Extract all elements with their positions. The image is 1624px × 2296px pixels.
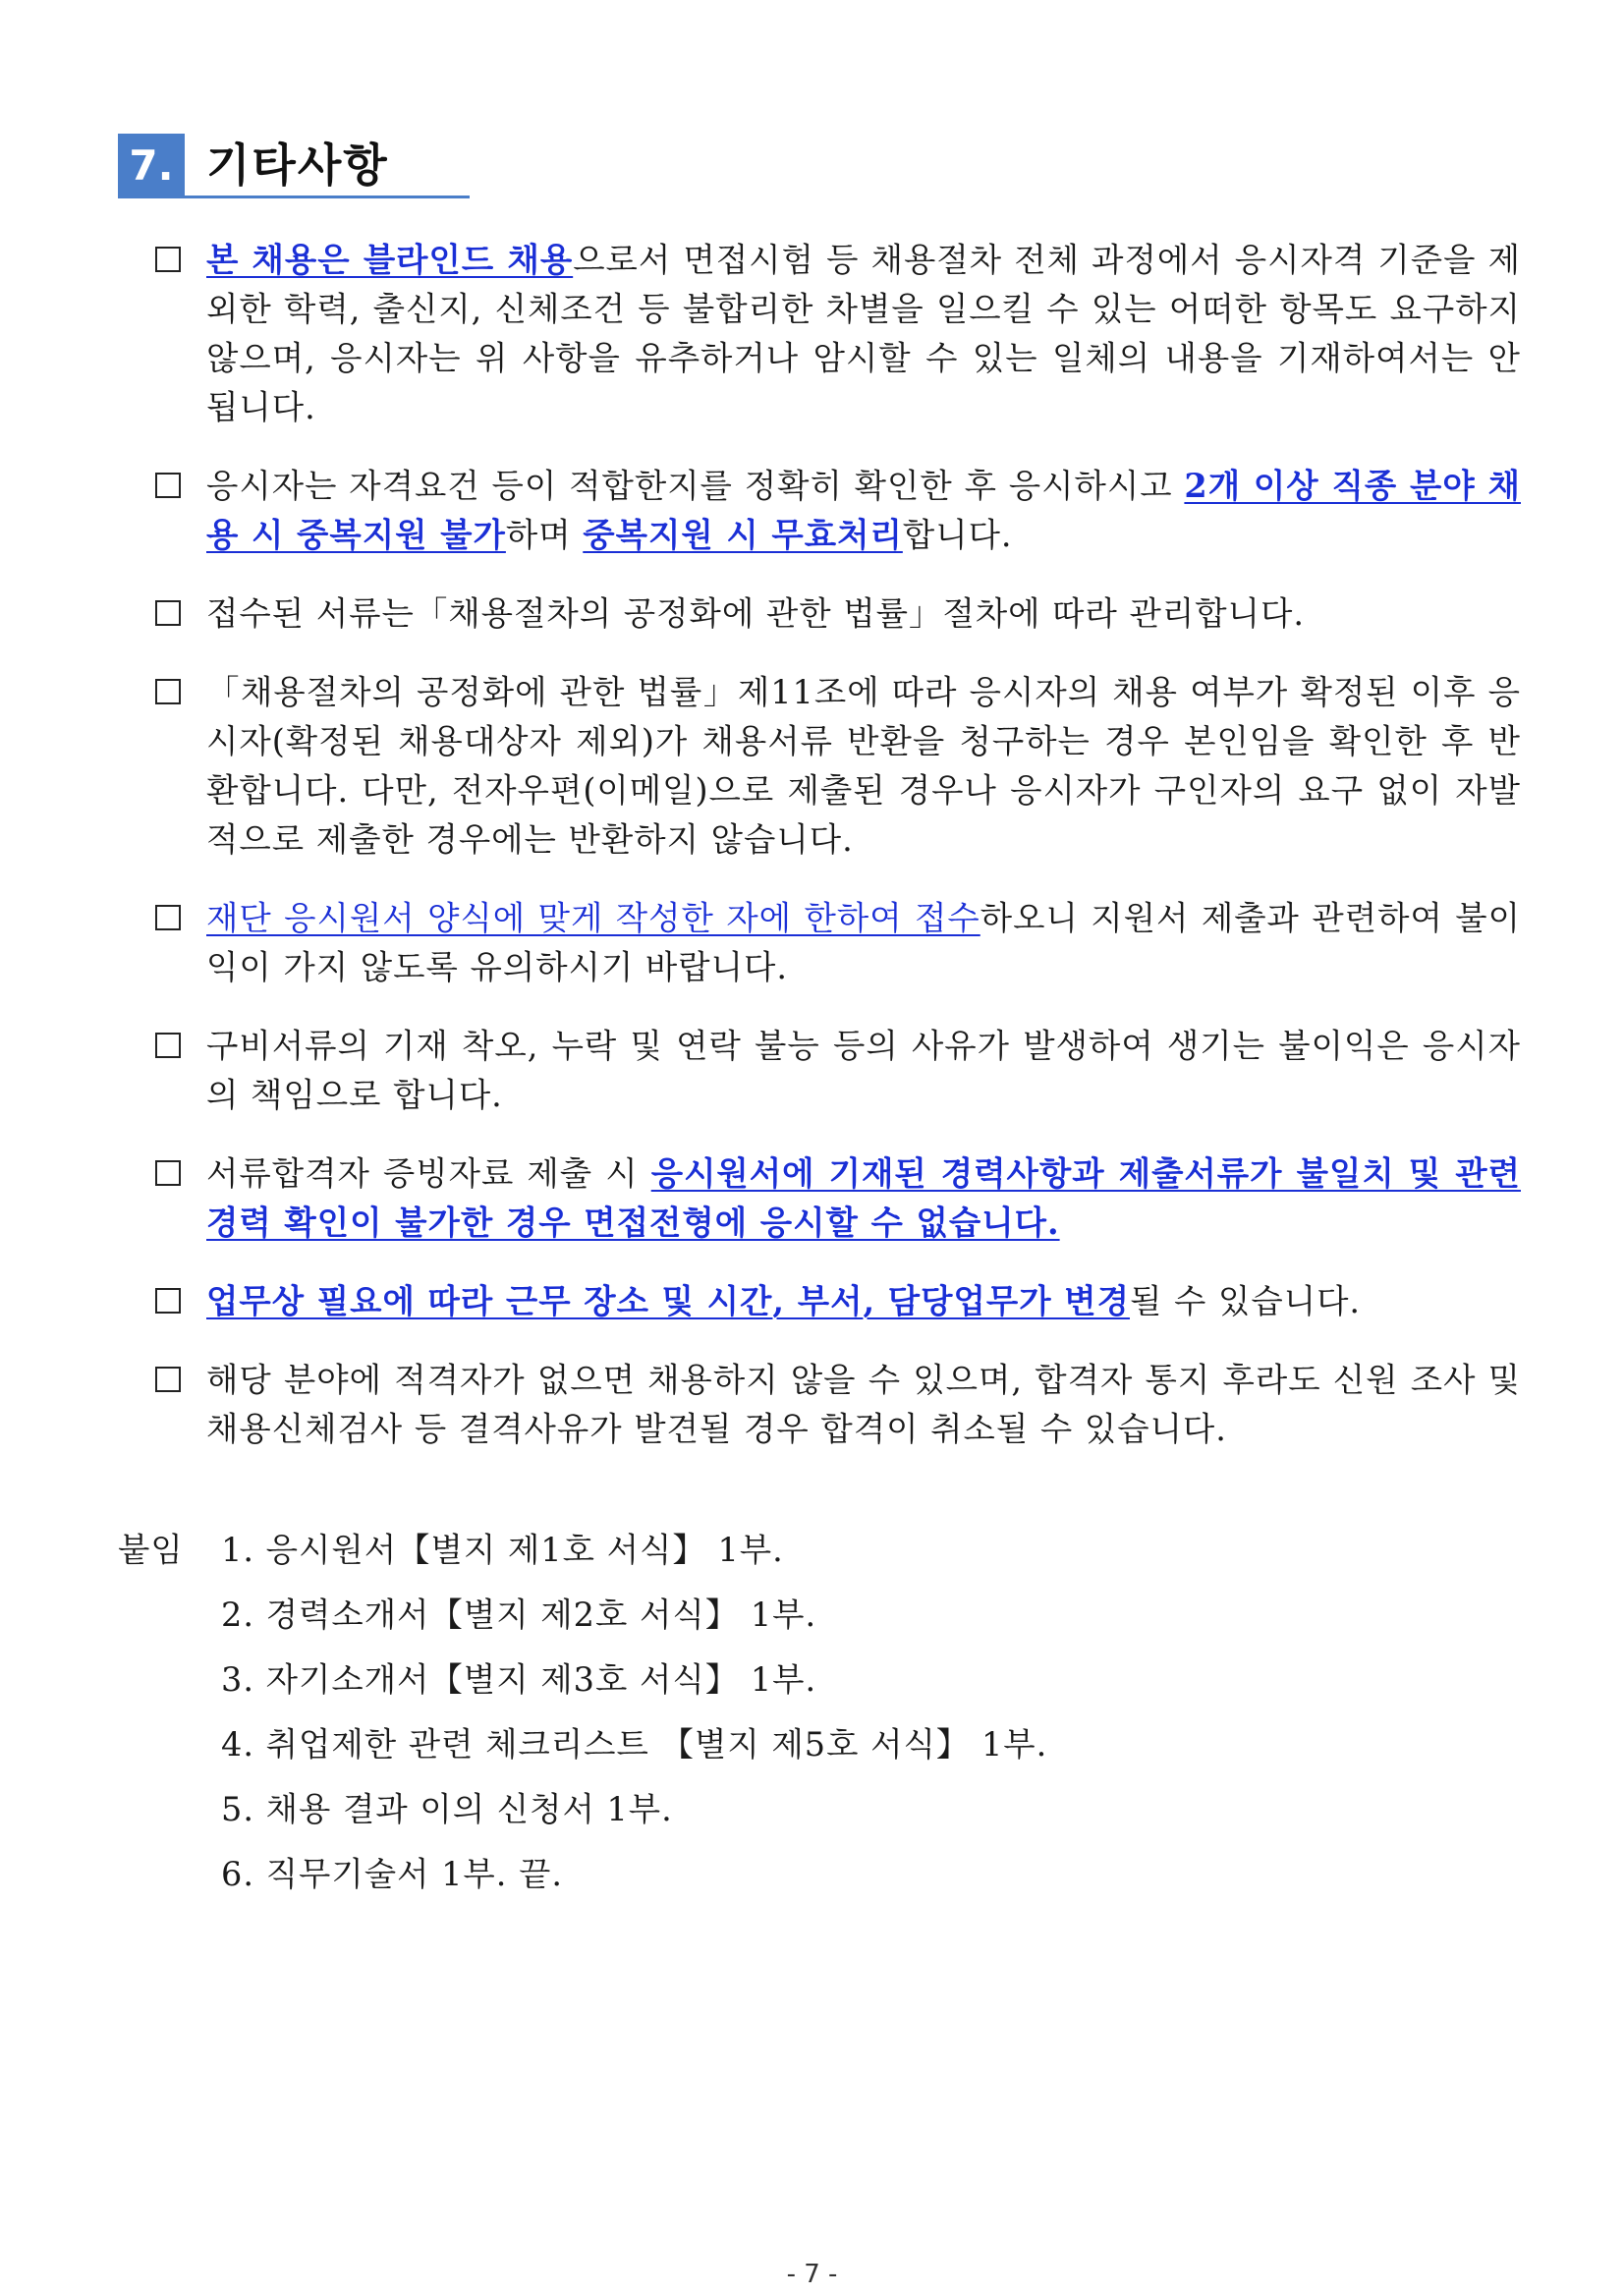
attachment-item: 4. 취업제한 관련 체크리스트 【별지 제5호 서식】 1부. [221, 1725, 1048, 1764]
notice-text: 될 수 있습니다. [1129, 1282, 1362, 1320]
notice-item [155, 1277, 1521, 1326]
section-heading [118, 134, 470, 198]
notice-item [155, 1022, 1521, 1120]
highlighted-text: 업무상 필요에 따라 근무 장소 및 시간, 부서, 담당업무가 변경 [206, 1282, 1130, 1320]
notice-text: 응시자는 자격요건 등이 적합한지를 정확히 확인한 후 응시하시고 [206, 467, 1185, 505]
notice-text: 하며 [505, 516, 584, 554]
section-number: 7. [118, 134, 185, 198]
notice-text: 으로서 면접시험 등 채용절차 전체 과정에서 응시자격 기준을 제외한 학력, 출신지, 신체조건 등 불합리한 차별을 일으킬 수 있는 어떠한 항목도 요구하지 않으며, 응시자는 위 사항을 유추하거나 암시할 수 있는 일체의 내용을 기재하여서는 안 됩니다. [206, 241, 1521, 426]
notice-text: 해당 분야에 적격자가 없으면 채용하지 않을 수 있으며, 합격자 통지 후라도 신원 조사 및 채용신체검사 등 결격사유가 발견될 경우 합격이 취소될 수 있습니다. [206, 1361, 1521, 1448]
notice-item [155, 589, 1521, 639]
attachment-item: 6. 직무기술서 1부. 끝. [221, 1855, 564, 1893]
page-number: - 7 - [786, 2260, 838, 2289]
notice-text: 합니다. [902, 516, 1013, 554]
checkbox-bullet-icon [155, 473, 181, 498]
notice-text: 서류합격자 증빙자료 제출 시 [206, 1154, 651, 1193]
notice-text: 하오니 지원서 제출과 관련하여 불이익이 가지 않도록 유의하시기 바랍니다. [206, 899, 1521, 986]
attachment-item: 1. 응시원서【별지 제1호 서식】 1부. [221, 1531, 784, 1569]
section-underline [118, 196, 470, 198]
notice-text: 접수된 서류는「채용절차의 공정화에 관한 법률」절차에 따라 관리합니다. [206, 594, 1306, 633]
highlighted-text: 재단 응시원서 양식에 맞게 작성한 자에 한하여 접수 [206, 899, 980, 937]
highlighted-text: 본 채용은 블라인드 채용 [206, 241, 574, 279]
notice-list [155, 236, 1521, 1484]
attachment-item: 3. 자기소개서【별지 제3호 서식】 1부. [221, 1660, 817, 1699]
notice-text: 「채용절차의 공정화에 관한 법률」제11조에 따라 응시자의 채용 여부가 확정된 이후 응시자(확정된 채용대상자 제외)가 채용서류 반환을 청구하는 경우 본인임을 확인한 후 반환합니다. 다만, 전자우편(이메일)으로 제출된 경우나 응시자가 구인자의 요구 없이 자발적으로 제출한 경우에는 반환하지 않습니다. [206, 673, 1521, 859]
checkbox-bullet-icon [155, 905, 181, 930]
checkbox-bullet-icon [155, 1288, 181, 1314]
attachments-list [221, 1518, 1400, 1907]
highlighted-text: 중복지원 시 무효처리 [583, 516, 903, 554]
section-title: 기타사항 [206, 139, 389, 192]
checkbox-bullet-icon [155, 679, 181, 704]
notice-item [155, 1149, 1521, 1248]
notice-text: 구비서류의 기재 착오, 누락 및 연락 불능 등의 사유가 발생하여 생기는 불이익은 응시자의 책임으로 합니다. [206, 1027, 1521, 1114]
attachment-item: 5. 채용 결과 이의 신청서 1부. [221, 1790, 673, 1828]
checkbox-bullet-icon [155, 1033, 181, 1058]
highlighted-text: 응시원서에 기재된 경력사항과 제출서류가 불일치 및 관련경력 확인이 불가한 경우 면접전형에 응시할 수 없습니다. [206, 1154, 1521, 1242]
notice-item [155, 236, 1521, 432]
notice-item [155, 668, 1521, 865]
attachments-label: 붙임 [118, 1531, 184, 1569]
notice-item [155, 894, 1521, 992]
checkbox-bullet-icon [155, 1367, 181, 1392]
checkbox-bullet-icon [155, 1160, 181, 1186]
notice-item [155, 1356, 1521, 1454]
attachment-item: 2. 경력소개서【별지 제2호 서식】 1부. [221, 1596, 817, 1634]
checkbox-bullet-icon [155, 247, 181, 272]
checkbox-bullet-icon [155, 600, 181, 626]
notice-item [155, 462, 1521, 560]
highlighted-text: 2개 이상 직종 분야 채용 시 중복지원 불가 [206, 467, 1521, 554]
